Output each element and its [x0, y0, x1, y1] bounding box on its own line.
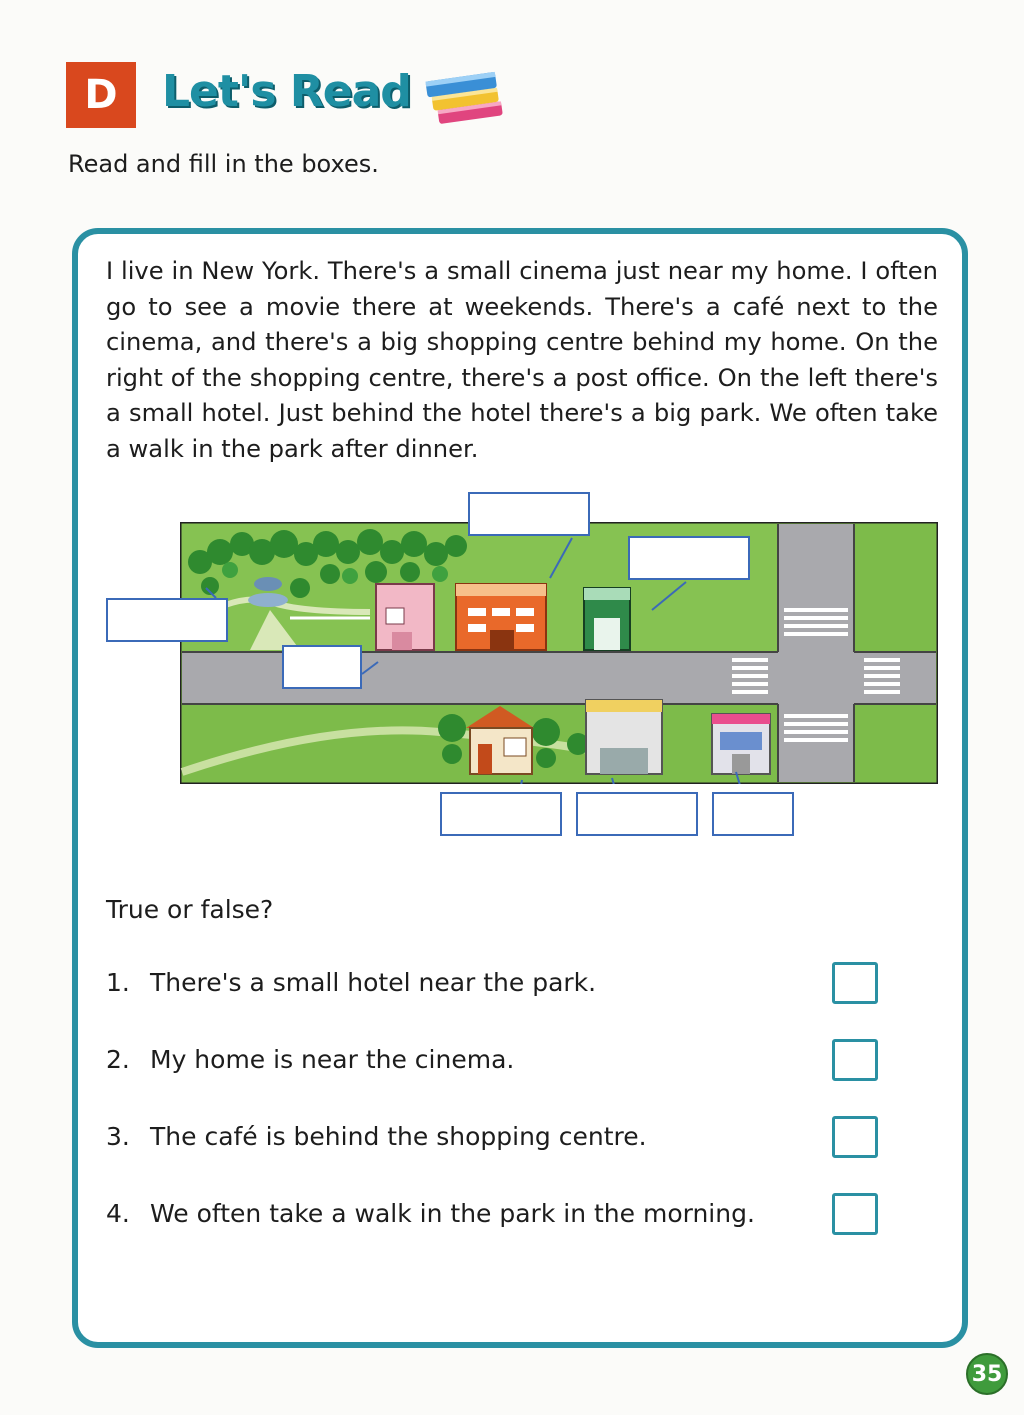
item-text: We often take a walk in the park in the morning. [150, 1199, 755, 1228]
item-text: There's a small hotel near the park. [150, 968, 597, 997]
answer-checkbox-4[interactable] [832, 1193, 878, 1235]
reading-passage: I live in New York. There's a small cinema just near my home. I often go to see a movie there at weekends. There's a café next to the cinema, and there's a big shopping centre behind my home. On the right of the shopping centre, there's a post office. On the left there's a small hotel. Just behind the hotel there's a big park. We often take a walk in the park after dinner. [106, 257, 938, 463]
answer-checkbox-1[interactable] [832, 962, 878, 1004]
item-number: 3. [106, 1122, 130, 1151]
map-label-box-hotel[interactable] [282, 645, 362, 689]
item-number: 1. [106, 968, 130, 997]
map-label-box-left[interactable] [106, 598, 228, 642]
map-label-box-shopping-centre[interactable] [576, 792, 698, 836]
item-text: My home is near the cinema. [150, 1045, 515, 1074]
map-label-box-park[interactable] [468, 492, 590, 536]
true-false-heading: True or false? [106, 895, 274, 924]
true-false-item [106, 1199, 755, 1228]
true-false-item [106, 1045, 514, 1074]
item-text: The café is behind the shopping centre. [150, 1122, 647, 1151]
item-number: 4. [106, 1199, 130, 1228]
map-label-box-home[interactable] [440, 792, 562, 836]
section-title: Let's Read [162, 66, 411, 117]
page-number: 35 [966, 1353, 1008, 1395]
section-header [66, 62, 526, 134]
section-letter-badge: D [66, 62, 136, 128]
true-false-item [106, 968, 596, 997]
item-number: 2. [106, 1045, 130, 1074]
true-false-item [106, 1122, 647, 1151]
map-label-box-post-office[interactable] [712, 792, 794, 836]
answer-checkbox-2[interactable] [832, 1039, 878, 1081]
map-label-box-cafe[interactable] [628, 536, 750, 580]
answer-checkbox-3[interactable] [832, 1116, 878, 1158]
books-icon [422, 62, 512, 132]
instruction-text: Read and fill in the boxes. [68, 150, 379, 178]
